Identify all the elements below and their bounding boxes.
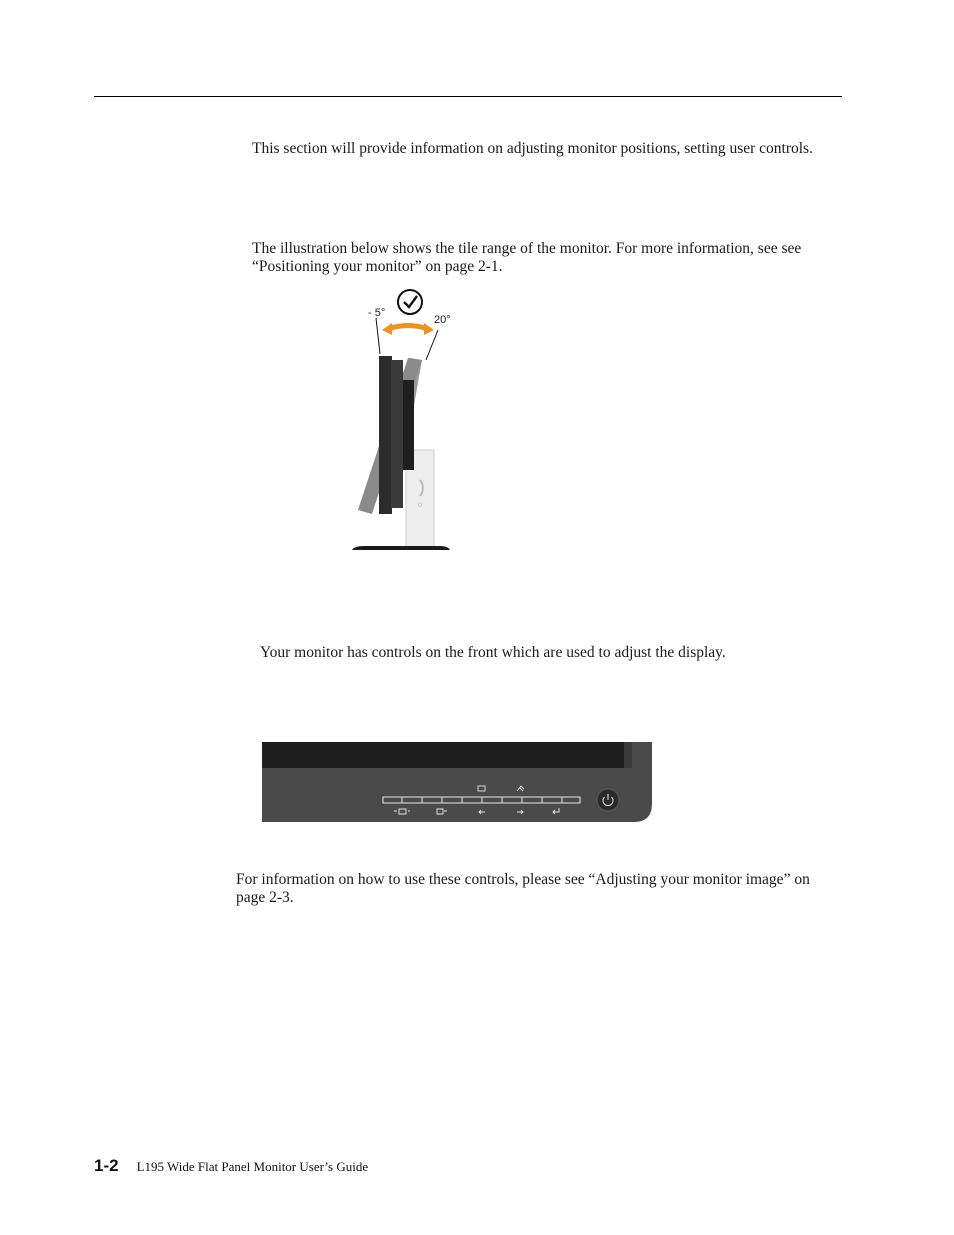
tilt-paragraph: The illustration below shows the tile range of the monitor. For more information, see see “Positioning your monitor” on page 2-1. <box>252 240 802 275</box>
page-footer <box>94 1156 368 1176</box>
controls-paragraph: Your monitor has controls on the front which are used to adjust the display. <box>260 644 726 661</box>
monitor-screen <box>262 742 624 768</box>
monitor-hinge <box>402 380 414 470</box>
angle-back-label: - 5° <box>368 307 386 319</box>
controls-reference-paragraph: For information on how to use these controls, please see “Adjusting your monitor image” on page 2-3. <box>236 871 810 906</box>
tilt-arrow <box>388 326 428 330</box>
angle-forward-label: 20° <box>434 314 451 326</box>
tilt-range-illustration <box>340 282 480 554</box>
page-number: 1-2 <box>94 1156 119 1175</box>
monitor-base <box>352 546 450 550</box>
check-icon <box>398 290 422 314</box>
guide-title: L195 Wide Flat Panel Monitor User’s Guide <box>136 1159 369 1174</box>
svg-text:○: ○ <box>418 502 423 508</box>
header-rule <box>94 96 842 97</box>
front-controls-illustration <box>262 742 654 826</box>
monitor-panel <box>379 356 392 514</box>
intro-paragraph: This section will provide information on adjusting monitor positions, setting user controls. <box>252 140 813 157</box>
power-icon <box>597 789 619 811</box>
